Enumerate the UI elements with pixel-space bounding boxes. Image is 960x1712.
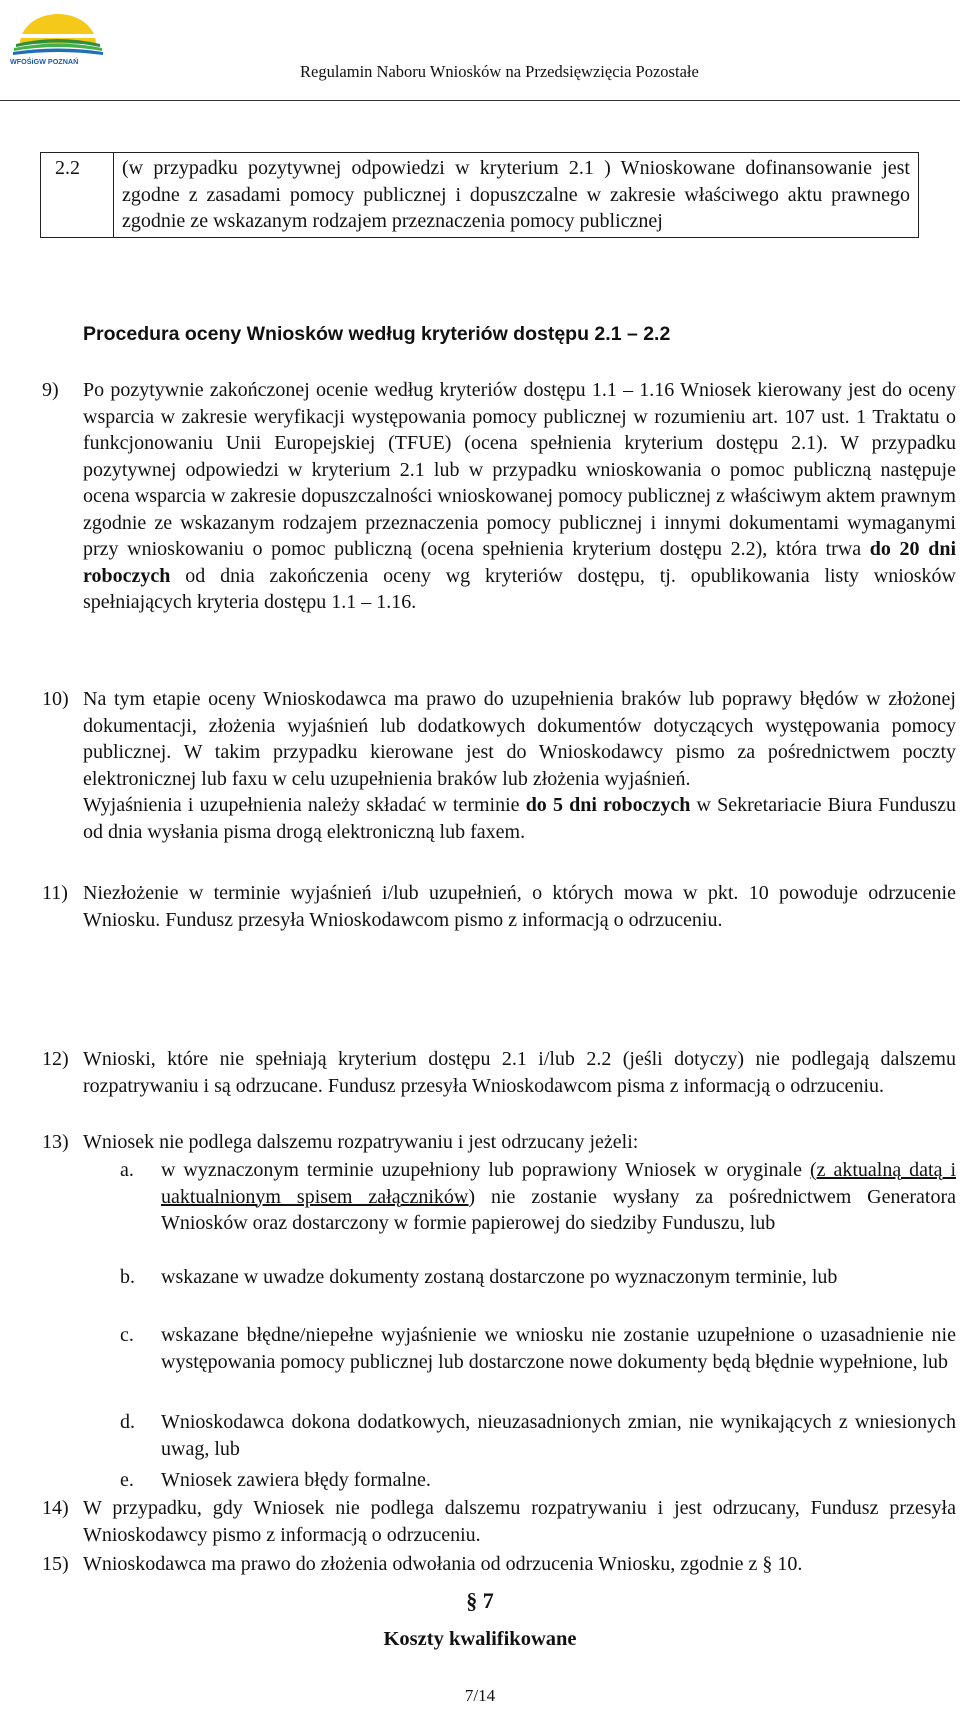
criteria-table (40, 152, 919, 238)
list-item-10 (42, 686, 956, 845)
item-text-part: Po pozytywnie zakończonej ocenie według kryteriów dostępu 1.1 – 1.16 Wniosek kierowany jest do oceny wsparcia w zakresie weryfikacji występowania pomocy publicznej w rozumieniu art. 107 ust. 1 Traktatu o funkcjonowaniu Unii Europejskiej (TFUE) (ocena spełnienia kryterium dostępu 2.1). W przypadku pozytywnej odpowiedzi w kryterium 2.1 lub w przypadku wnioskowania o pomoc publiczną następuje ocena wsparcia w zakresie dopuszczalności wnioskowanej pomocy publicznej z właściwym aktem prawnym zgodnie ze wskazanym rodzajem przeznaczenia pomocy publicznej i innymi dokumentami wymaganymi przy wnioskowaniu o pomoc publiczną (ocena spełnienia kryterium dostępu 2.2), która trwa (83, 379, 956, 560)
logo-graphic (8, 8, 108, 66)
item-number: 11) (42, 882, 68, 904)
item-text-part: od dnia zakończenia oceny wg kryteriów dostępu, tj. opublikowania listy wniosków spełniających kryteria dostępu 1.1 – 1.16. (83, 564, 956, 613)
item-text: Wnioskodawca ma prawo do złożenia odwołania od odrzucenia Wniosku, zgodnie z § 10. (83, 1553, 803, 1575)
item-number: 14) (42, 1497, 69, 1519)
sub-item-text: wskazane w uwadze dokumenty zostaną dostarczone po wyznaczonym terminie, lub (161, 1266, 838, 1288)
sub-item-text-part: nie zostanie wysłany za pośrednictwem Generatora Wniosków oraz dostarczony w formie papierowej do siedziby Funduszu, lub (161, 1185, 957, 1234)
sub-item-text: Wnioskodawca dokona dodatkowych, nieuzasadnionych zmian, nie wynikających z wniesionych uwag, lub (161, 1411, 956, 1460)
section-title: Koszty kwalifikowane (383, 1628, 577, 1650)
criterion-text: (w przypadku pozytywnej odpowiedzi w kryterium 2.1 ) Wnioskowane dofinansowanie jest zgodne z zasadami pomocy publicznej i dopuszczalne w zakresie właściwego aktu prawnego zgodnie ze wskazanym rodzajem przeznaczenia pomocy publicznej (114, 153, 919, 238)
item-text: Niezłożenie w terminie wyjaśnień i/lub uzupełnień, o których mowa w pkt. 10 powoduje odrzucenie Wniosku. Fundusz przesyła Wnioskodawcom pismo z informacją o odrzuceniu. (83, 882, 956, 931)
header-title: Regulamin Naboru Wniosków na Przedsięwzięcia Pozostałe (300, 62, 699, 81)
sub-item-letter: c. (120, 1324, 134, 1346)
page-number: 7/14 (464, 1686, 496, 1705)
list-item-13 (42, 1129, 956, 1156)
item-paragraph (83, 792, 956, 845)
table-row (41, 153, 919, 238)
criterion-number: 2.2 (41, 153, 114, 238)
item-text-part: w Sekretariacie Biura Funduszu od dnia wysłania pisma drogą elektroniczną lub faxem. (83, 794, 956, 843)
sub-item-b (120, 1264, 956, 1291)
sub-item-c (120, 1322, 956, 1375)
list-item-12 (42, 1046, 956, 1099)
item-number: 12) (42, 1048, 69, 1070)
item-text (83, 377, 956, 616)
sub-item-underlined: (z aktualną datą i uaktualnionym spisem załączników) (161, 1159, 956, 1208)
sub-item-d (120, 1409, 956, 1462)
sub-item-text (161, 1157, 956, 1237)
item-text: Wniosek nie podlega dalszemu rozpatrywaniu i jest odrzucany jeżeli: (83, 1131, 639, 1153)
item-paragraph: Na tym etapie oceny Wnioskodawca ma prawo do uzupełnienia braków lub poprawy błędów w złożonej dokumentacji, złożenia wyjaśnień lub dodatkowych dokumentów dotyczących występowania pomocy publicznej. W takim przypadku kierowane jest do Wnioskodawcy pismo za pośrednictwem poczty elektronicznej lub faxu w celu uzupełnienia braków lub złożenia wyjaśnień. (83, 688, 956, 790)
wfosigw-logo (8, 8, 108, 66)
sub-item-letter: d. (120, 1411, 135, 1433)
sub-item-text: wskazane błędne/niepełne wyjaśnienie we wniosku nie zostanie uzupełnione o uzasadnienie nie występowania pomocy publicznej lub dostarczone nowe dokumenty będą błędnie wypełnione, lub (161, 1324, 956, 1373)
list-item-11 (42, 880, 956, 933)
sub-item-letter: b. (120, 1266, 135, 1288)
sub-item-text-part: w wyznaczonym terminie uzupełniony lub poprawiony Wniosek w oryginale (161, 1159, 810, 1181)
item-text-bold: do 5 dni roboczych (525, 794, 691, 816)
item-number: 9) (42, 379, 59, 401)
sub-item-e (120, 1467, 956, 1494)
header-rule (0, 100, 960, 101)
item-number: 13) (42, 1131, 69, 1153)
sub-item-letter: a. (120, 1159, 134, 1181)
sub-item-text: Wniosek zawiera błędy formalne. (161, 1469, 431, 1491)
section-mark: § 7 (466, 1588, 494, 1613)
item-number: 15) (42, 1553, 69, 1575)
item-text-bold: do 20 dni roboczych (83, 538, 956, 587)
procedure-subheading: Procedura oceny Wniosków według kryteriów dostępu 2.1 – 2.2 (83, 323, 671, 345)
item-text-part: Wyjaśnienia i uzupełnienia należy składać w terminie (83, 794, 526, 816)
item-number: 10) (42, 688, 69, 710)
item-text (83, 686, 956, 845)
item-text: W przypadku, gdy Wniosek nie podlega dalszemu rozpatrywaniu i jest odrzucany, Fundusz przesyła Wnioskodawcy pismo z informacją o odrzuceniu. (83, 1497, 956, 1546)
sub-item-a (120, 1157, 956, 1237)
list-item-14 (42, 1495, 956, 1548)
item-text: Wnioski, które nie spełniają kryterium dostępu 2.1 i/lub 2.2 (jeśli dotyczy) nie podlegają dalszemu rozpatrywaniu i są odrzucane. Fundusz przesyła Wnioskodawcom pisma z informacją o odrzuceniu. (83, 1048, 956, 1097)
sub-item-letter: e. (120, 1469, 134, 1491)
logo-wordmark: WFOŚiGW POZNAŃ (10, 57, 79, 66)
list-item-15 (42, 1551, 956, 1578)
list-item-9 (42, 377, 956, 616)
